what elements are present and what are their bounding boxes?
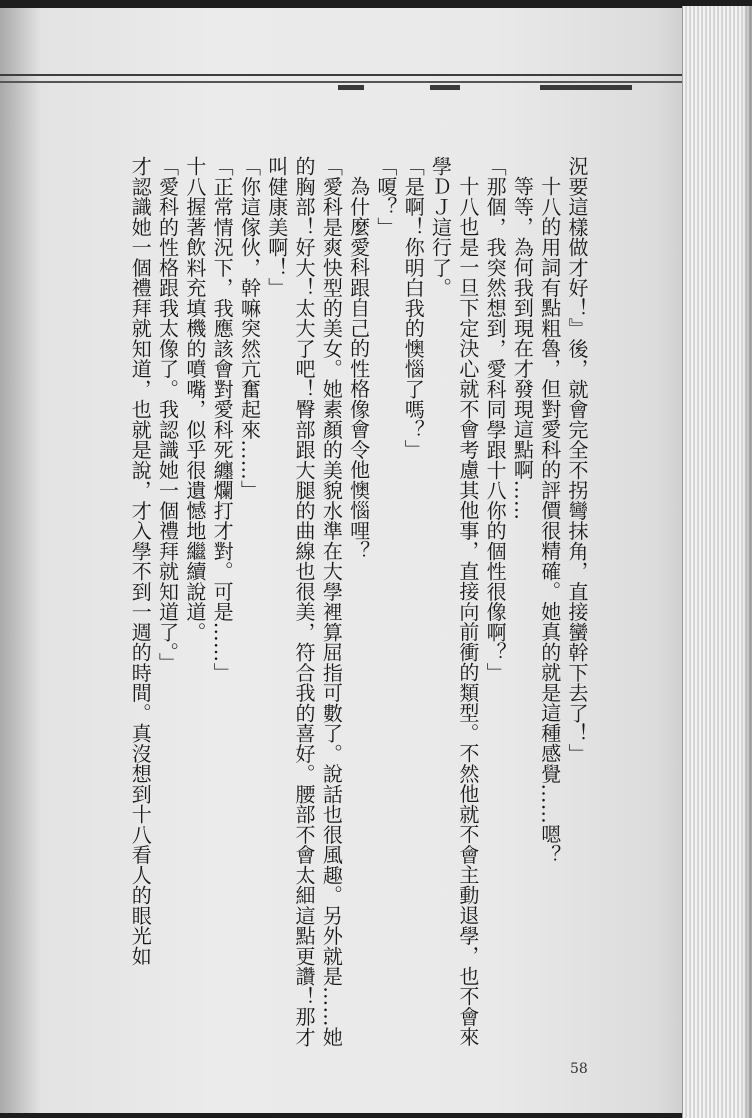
header-mark (540, 85, 632, 90)
paragraph: 為什麼愛科跟自己的性格像會令他懊惱哩？ (346, 176, 371, 561)
paragraph: 才認識她一個禮拜就知道，也就是說，才入學不到一週的時間。真沒想到十八看人的眼光如 (128, 156, 153, 966)
paragraph: 「你這傢伙，幹嘛突然亢奮起來……」 (237, 156, 262, 501)
vertical-text-body (42, 156, 590, 1061)
paragraph: 等等，為何我到現在才發現這點啊…… (510, 176, 535, 521)
paragraph: 「是啊！你明白我的懊惱了嗎？」 (401, 156, 426, 460)
paragraph: 「正常情況下，我應該會對愛科死纏爛打才對。可是……」 (210, 156, 235, 683)
paragraph: 況要這樣做才好！』後，就會完全不拐彎抹角，直接蠻幹下去了！」 (565, 156, 589, 764)
paragraph: 十八的用詞有點粗魯，但對愛科的評價很精確。她真的就是這種感覺……嗯？ (537, 176, 562, 865)
header-mark (338, 85, 364, 90)
paragraph: 「愛科的性格跟我太像了。我認識她一個禮拜就知道了。」 (155, 156, 180, 673)
header-mark (430, 85, 460, 90)
book-page (0, 8, 706, 1113)
page-number: 58 (570, 1061, 588, 1077)
paragraph: 十八也是一旦下定決心就不會考慮其他事，直接向前衝的類型。不然他就不會主動退學，也不會來學ＤＪ這行了。 (428, 156, 480, 1047)
header-rule (0, 74, 700, 76)
page-edges (682, 6, 752, 1118)
paragraph: 十八握著飲料充填機的噴嘴，似乎很遺憾地繼續說道。 (182, 156, 207, 642)
paragraph: 「嗄？」 (373, 156, 398, 237)
page-fold-shadow (0, 8, 40, 1113)
paragraph: 「那個，我突然想到，愛科同學跟十八你的個性很像啊？」 (483, 156, 508, 683)
paragraph: 「愛科是爽快型的美女。她素顏的美貌水準在大學裡算屈指可數了。說話也很風趣。另外就是……她的胸部！好大！太大了吧！臀部跟大腿的曲線也很美，符合我的喜好。腰部不會太細這點更讚！那才叫健康美啊！」 (264, 156, 344, 1047)
header-rule-secondary (0, 81, 700, 83)
